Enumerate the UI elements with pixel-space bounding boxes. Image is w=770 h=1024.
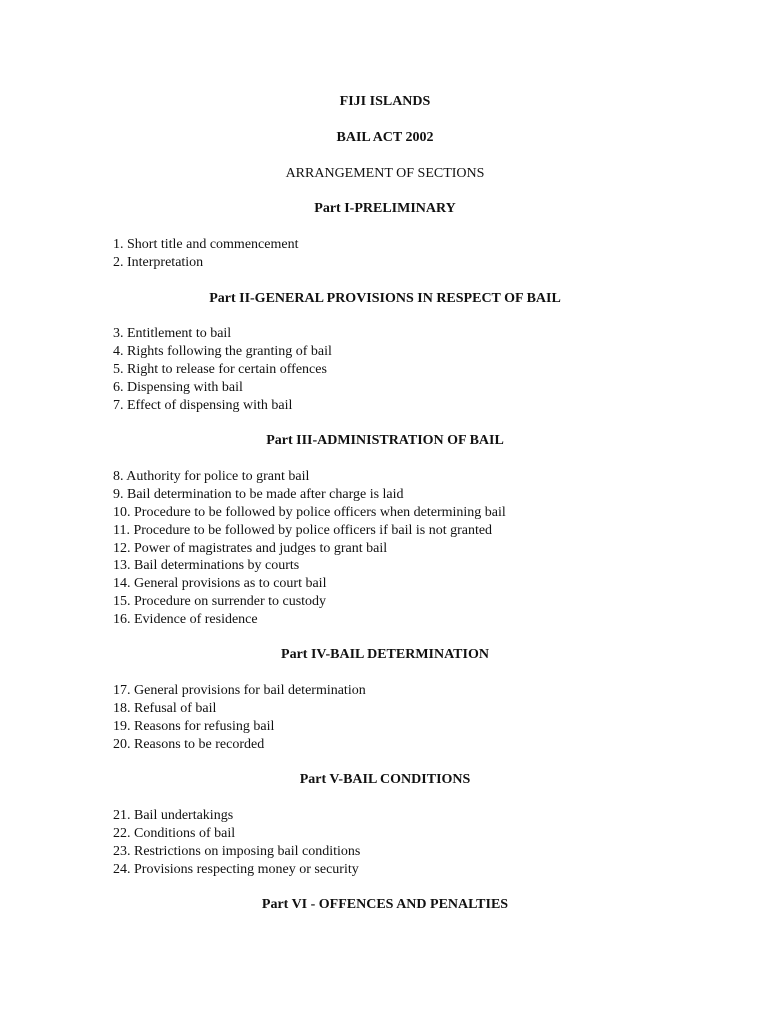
part-heading: Part IV-BAIL DETERMINATION <box>281 647 489 662</box>
section-list <box>113 236 298 272</box>
section-list <box>113 468 506 629</box>
list-item: 24. Provisions respecting money or security <box>113 861 359 877</box>
part-heading: Part II-GENERAL PROVISIONS IN RESPECT OF BAIL <box>209 291 561 306</box>
list-item: 9. Bail determination to be made after charge is laid <box>113 486 404 502</box>
list-item: 18. Refusal of bail <box>113 700 217 716</box>
list-item: 11. Procedure to be followed by police officers if bail is not granted <box>113 522 493 538</box>
list-item: 2. Interpretation <box>113 254 204 270</box>
list-item: 14. General provisions as to court bail <box>113 576 327 592</box>
list-item: 10. Procedure to be followed by police officers when determining bail <box>113 504 506 520</box>
list-item: 1. Short title and commencement <box>113 237 299 252</box>
part-heading: Part I-PRELIMINARY <box>314 201 456 216</box>
list-item: 19. Reasons for refusing bail <box>113 718 275 734</box>
list-item: 13. Bail determinations by courts <box>113 558 300 574</box>
act-title: BAIL ACT 2002 <box>336 130 434 145</box>
list-item: 17. General provisions for bail determination <box>113 683 366 698</box>
list-item: 16. Evidence of residence <box>113 612 258 628</box>
section-list <box>113 682 366 754</box>
section-list <box>113 325 332 414</box>
list-item: 12. Power of magistrates and judges to grant bail <box>113 540 388 556</box>
list-item: 7. Effect of dispensing with bail <box>113 397 293 413</box>
part-heading: Part VI - OFFENCES AND PENALTIES <box>261 897 509 912</box>
list-item: 4. Rights following the granting of bail <box>113 343 332 359</box>
list-item: 21. Bail undertakings <box>113 808 234 823</box>
list-item: 15. Procedure on surrender to custody <box>113 594 327 610</box>
list-item: 22. Conditions of bail <box>113 825 236 841</box>
section-list <box>113 807 360 879</box>
part-heading: Part III-ADMINISTRATION OF BAIL <box>266 433 504 448</box>
part-heading: Part V-BAIL CONDITIONS <box>299 772 471 787</box>
list-item: 20. Reasons to be recorded <box>113 736 265 752</box>
arrangement-heading: ARRANGEMENT OF SECTIONS <box>285 166 485 181</box>
list-item: 8. Authority for police to grant bail <box>113 469 310 484</box>
list-item: 6. Dispensing with bail <box>113 379 243 395</box>
list-item: 3. Entitlement to bail <box>113 326 232 341</box>
list-item: 23. Restrictions on imposing bail conditions <box>113 843 361 859</box>
country-heading: FIJI ISLANDS <box>339 94 431 109</box>
list-item: 5. Right to release for certain offences <box>113 361 327 377</box>
